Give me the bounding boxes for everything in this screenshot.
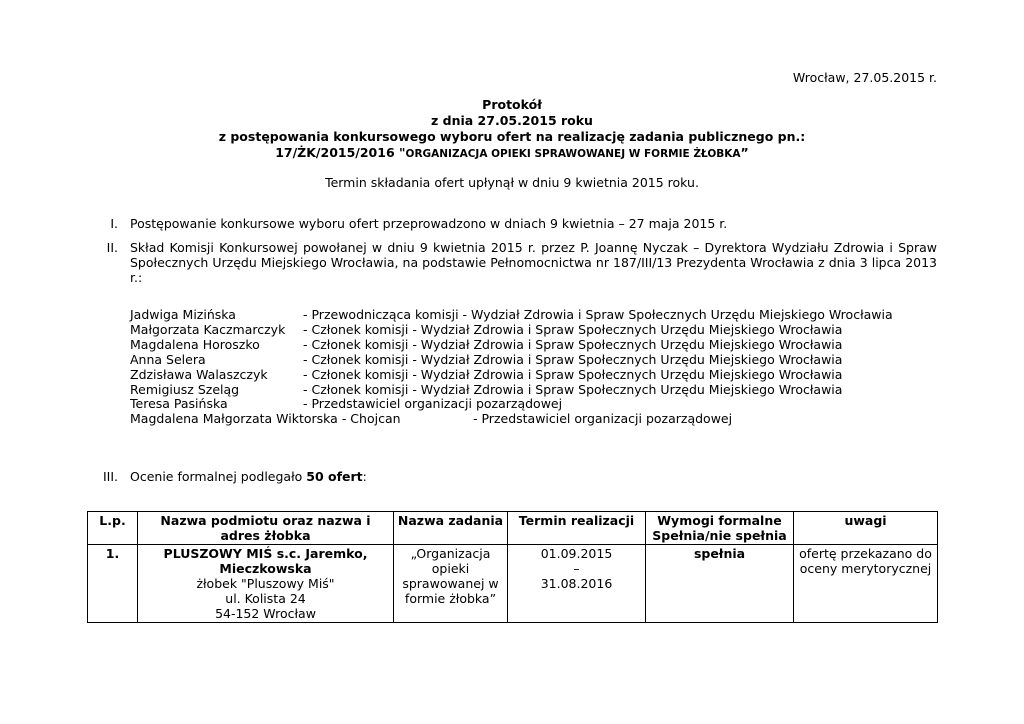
offers-table <box>87 511 938 623</box>
nursery-street: ul. Kolista 24 <box>225 591 306 606</box>
task-code-line <box>0 145 1024 160</box>
cell-lp: 1. <box>88 545 138 623</box>
committee-member-role: - Członek komisji - Wydział Zdrowia i Spraw Społecznych Urzędu Miejskiego Wrocławia <box>303 337 843 352</box>
task-code: 17/ŻK/2015/2016 " <box>275 145 406 160</box>
committee-member-name: Zdzisława Walaszczyk <box>130 367 268 382</box>
section-numeral: II. <box>106 240 118 255</box>
cell-entity <box>138 545 394 623</box>
term-dash: – <box>573 561 580 576</box>
committee-member-role: - Członek komisji - Wydział Zdrowia i Spraw Społecznych Urzędu Miejskiego Wrocławia <box>303 352 843 367</box>
committee-member-role: - Członek komisji - Wydział Zdrowia i Spraw Społecznych Urzędu Miejskiego Wrocławia <box>303 367 843 382</box>
section-numeral: III. <box>102 469 118 484</box>
header-entity: Nazwa podmiotu oraz nazwa i adres żłobka <box>138 512 394 545</box>
cell-term <box>508 545 646 623</box>
section-text <box>130 469 367 484</box>
committee-member-name: Teresa Pasińska <box>130 396 228 411</box>
entity-name: PLUSZOWY MIŚ s.c. Jaremko, Mieczkowska <box>163 546 368 576</box>
header-requirements: Wymogi formalne Spełnia/nie spełnia <box>646 512 794 545</box>
term-start: 01.09.2015 <box>540 546 613 561</box>
committee-member-role: - Członek komisji - Wydział Zdrowia i Spraw Społecznych Urzędu Miejskiego Wrocławia <box>303 322 843 337</box>
committee-member-role: - Przedstawiciel organizacji pozarządowej <box>303 396 563 411</box>
task-name-end-quote: ” <box>740 145 749 160</box>
task-name: ORGANIZACJA OPIEKI SPRAWOWANEJ W FORMIE ŻŁOBKA <box>405 148 741 160</box>
document-date: z dnia 27.05.2015 roku <box>431 113 593 128</box>
committee-member-role: - Członek komisji - Wydział Zdrowia i Spraw Społecznych Urzędu Miejskiego Wrocławia <box>303 382 843 397</box>
place-and-date: Wrocław, 27.05.2015 r. <box>792 70 937 85</box>
section-text: Postępowanie konkursowe wyboru ofert przeprowadzono w dniach 9 kwietnia – 27 maja 2015 r. <box>130 216 728 231</box>
section-numeral: I. <box>110 216 118 231</box>
committee-member-name: Remigiusz Szeląg <box>130 382 240 397</box>
document-title: Protokół <box>482 97 542 112</box>
table-row <box>88 545 938 623</box>
committee-member-name: Jadwiga Mizińska <box>130 307 236 322</box>
header-lp: L.p. <box>88 512 138 545</box>
cell-task: „Organizacja opieki sprawowanej w formie żłobka” <box>394 545 508 623</box>
header-remarks: uwagi <box>794 512 938 545</box>
nursery-name: żłobek "Pluszowy Miś" <box>196 576 335 591</box>
section-text-prefix: Ocenie formalnej podlegało <box>130 469 307 484</box>
committee-member-role: - Przewodnicząca komisji - Wydział Zdrowia i Spraw Społecznych Urzędu Miejskiego Wrocławia <box>303 307 893 322</box>
deadline-note: Termin składania ofert upłynął w dniu 9 kwietnia 2015 roku. <box>325 175 699 190</box>
committee-member-name: Magdalena Horoszko <box>130 337 260 352</box>
header-task: Nazwa zadania <box>394 512 508 545</box>
section-text-suffix: : <box>362 469 367 484</box>
header-term: Termin realizacji <box>508 512 646 545</box>
document-subject: z postępowania konkursowego wyboru ofert na realizację zadania publicznego pn.: <box>218 129 806 144</box>
committee-member-name: Magdalena Małgorzata Wiktorska - Chojcan <box>130 411 401 426</box>
cell-remarks: ofertę przekazano do oceny merytorycznej <box>794 545 938 623</box>
committee-member-name: Anna Selera <box>130 352 206 367</box>
offer-count: 50 ofert <box>306 469 363 484</box>
nursery-city: 54-152 Wrocław <box>215 606 316 621</box>
term-end: 31.08.2016 <box>540 576 613 591</box>
table-header-row <box>88 512 938 545</box>
committee-member-role: - Przedstawiciel organizacji pozarządowej <box>473 411 733 426</box>
section-text: Skład Komisji Konkursowej powołanej w dniu 9 kwietnia 2015 r. przez P. Joannę Nyczak – Dyrektora Wydziału Zdrowia i Spraw Społecznych Urzędu Miejskiego Wrocławia, na podstawie Pełnomocnictwa nr 187/III/13 Prezydenta Wrocławia z dnia 3 lipca 2013 r.: <box>130 240 937 285</box>
cell-requirements: spełnia <box>646 545 794 623</box>
committee-member-name: Małgorzata Kaczmarczyk <box>130 322 286 337</box>
